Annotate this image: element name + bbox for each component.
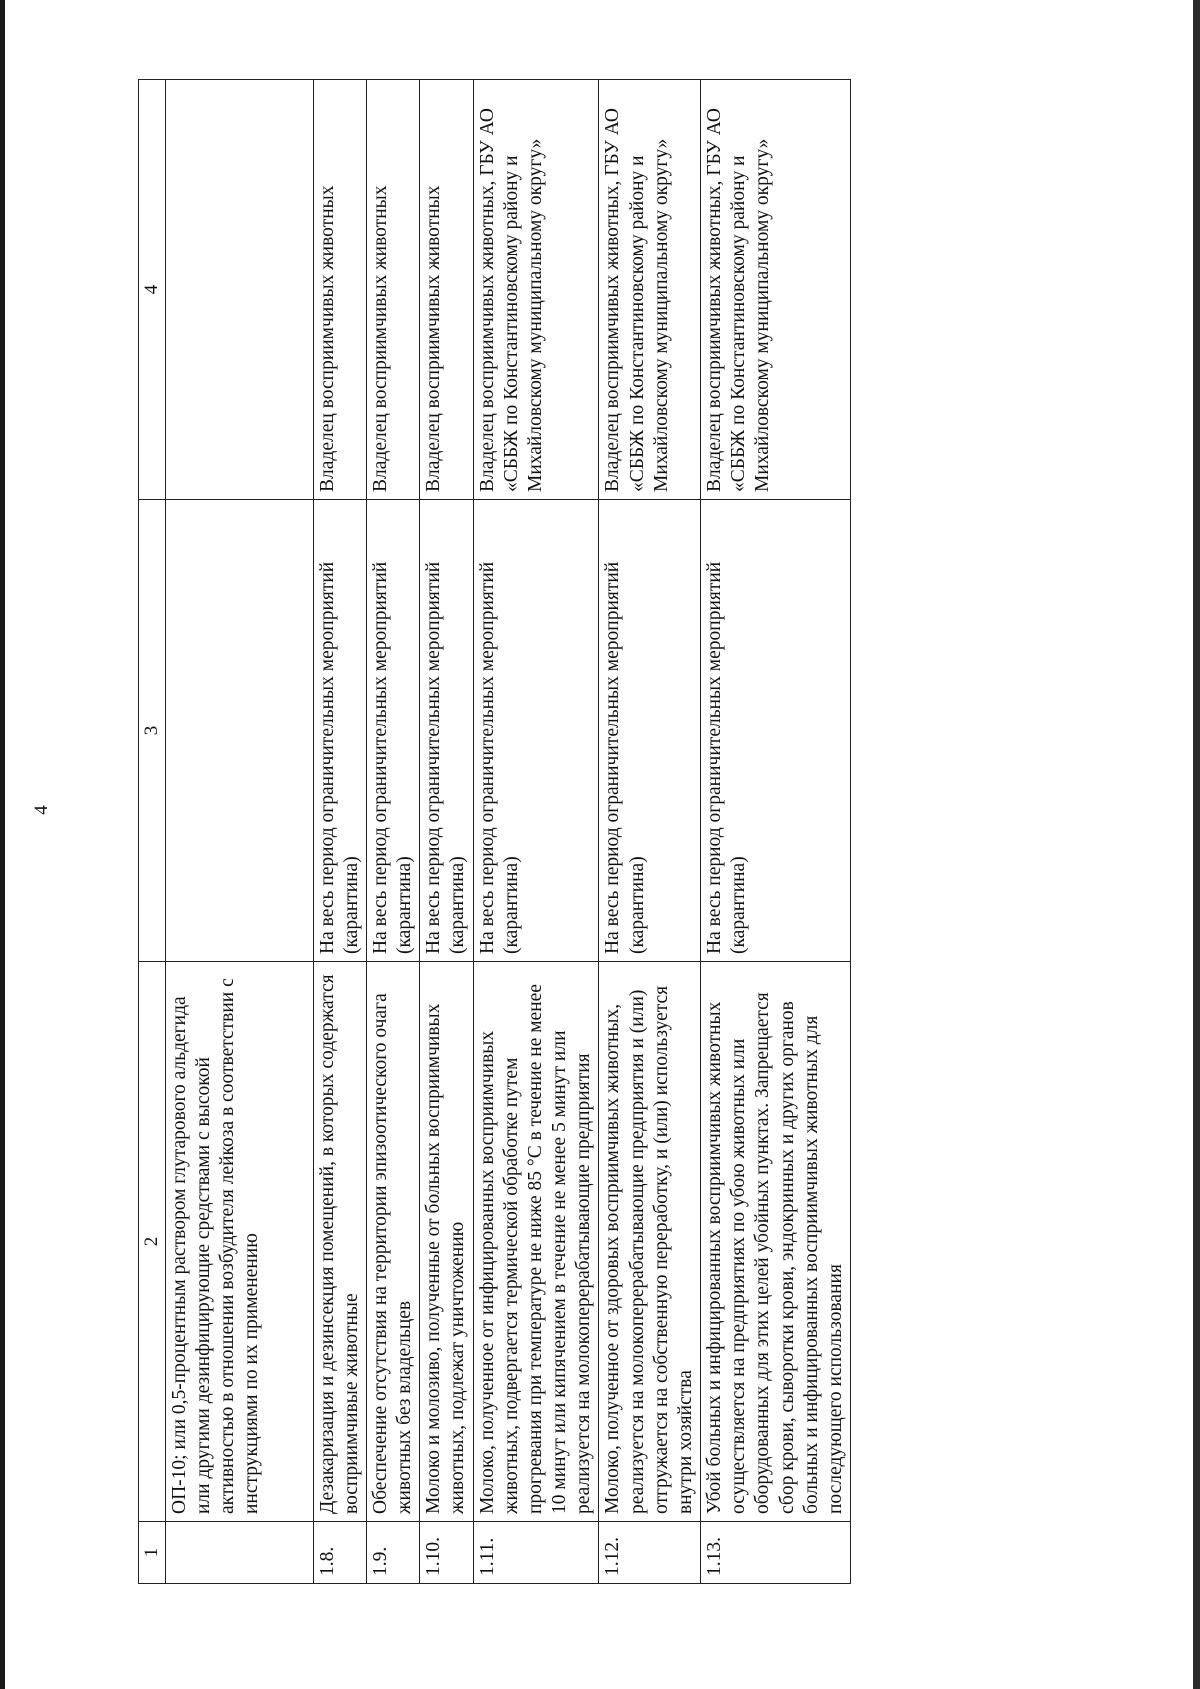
responsible-text: Владелец восприимчивых животных, ГБУ АО «СББЖ по Константиновскому району и Михайловскому муниципальному округу» (599, 80, 701, 500)
measure-text: Молоко и молозиво, полученные от больных восприимчивых животных, подлежат уничтожению (420, 962, 473, 1522)
page-number: 4 (31, 805, 52, 815)
responsible-text: Владелец восприимчивых животных, ГБУ АО «СББЖ по Константиновскому району и Михайловскому муниципальному округу» (701, 80, 851, 500)
measure-text: Дезакаризация и дезинсекция помещений, в которых содержатся восприимчивые животные (313, 962, 366, 1522)
document-frame (138, 80, 1200, 1584)
rotated-table-container (138, 80, 1200, 1584)
row-number: 1.8. (313, 1522, 366, 1584)
table-row (473, 80, 599, 1584)
row-number: 1.10. (420, 1522, 473, 1584)
header-col-2: 2 (139, 962, 166, 1522)
row-number: 1.9. (366, 1522, 419, 1584)
row-number: 1.11. (473, 1522, 599, 1584)
table-row (165, 80, 313, 1584)
row-number: 1.13. (701, 1522, 851, 1584)
measure-text: Обеспечение отсутствия на территории эпизоотического очага животных без владельцев (366, 962, 419, 1522)
table-row (599, 80, 701, 1584)
measures-table (138, 79, 851, 1584)
period-text: На весь период ограничительных мероприятий (карантина) (366, 500, 419, 962)
row-number (165, 1522, 313, 1584)
table-row (420, 80, 473, 1584)
period-text (165, 500, 313, 962)
header-col-1: 1 (139, 1522, 166, 1584)
period-text: На весь период ограничительных мероприятий (карантина) (420, 500, 473, 962)
responsible-text: Владелец восприимчивых животных (313, 80, 366, 500)
responsible-text: Владелец восприимчивых животных (420, 80, 473, 500)
row-number: 1.12. (599, 1522, 701, 1584)
period-text: На весь период ограничительных мероприятий (карантина) (473, 500, 599, 962)
responsible-text (165, 80, 313, 500)
header-col-4: 4 (139, 80, 166, 500)
scan-border-left (0, 0, 5, 1689)
table-row (313, 80, 366, 1584)
period-text: На весь период ограничительных мероприятий (карантина) (701, 500, 851, 962)
table-row (366, 80, 419, 1584)
header-col-3: 3 (139, 500, 166, 962)
measure-text: Молоко, полученное от здоровых восприимчивых животных, реализуется на молокоперерабатывающие предприятия и (или) отгружается на собственную переработку, и (или) используется внутри хозяйства (599, 962, 701, 1522)
responsible-text: Владелец восприимчивых животных (366, 80, 419, 500)
table-header-row (139, 80, 166, 1584)
period-text: На весь период ограничительных мероприятий (карантина) (313, 500, 366, 962)
measure-text: Убой больных и инфицированных восприимчивых животных осуществляется на предприятиях по убою животных или оборудованных для этих целей убойных пунктах. Запрещается сбор крови, сыворотки крови, эндокринных и других органов больных и инфицированных восприимчивых животных для последующего использования (701, 962, 851, 1522)
period-text: На весь период ограничительных мероприятий (карантина) (599, 500, 701, 962)
responsible-text: Владелец восприимчивых животных, ГБУ АО «СББЖ по Константиновскому району и Михайловскому муниципальному округу» (473, 80, 599, 500)
measure-text: ОП-10; или 0,5-процентным раствором глутарового альдегида или другими дезинфицирующие средствами с высокой активностью в отношении возбудителя лейкоза в соответствии с инструкциями по их применению (165, 962, 313, 1522)
measure-text: Молоко, полученное от инфицированных восприимчивых животных, подвергается термической обработке путем прогревания при температуре не ниже 85 °С в течение не менее 10 минут или кипячением в течение не менее 5 минут или реализуется на молокоперерабатывающие предприятия (473, 962, 599, 1522)
table-row (701, 80, 851, 1584)
